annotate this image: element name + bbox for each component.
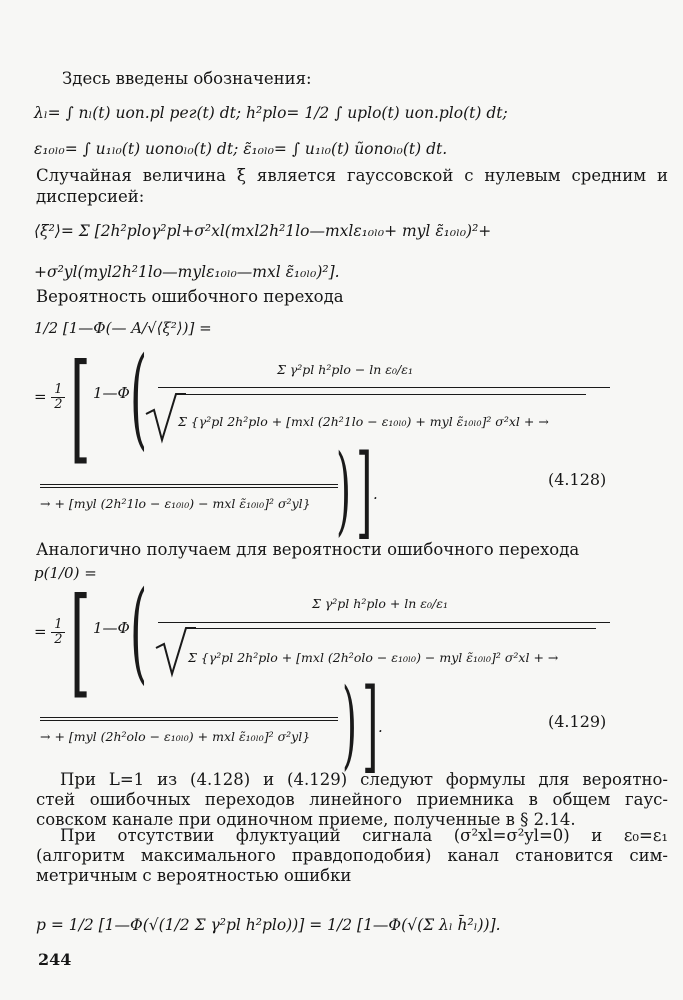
p01-main-fraction-bar [158,387,610,388]
similar-line: Аналогично получаем для вероятности ошибочного перехода [36,540,580,559]
random-variable-line-1: Случайная величина ξ является гауссовской с нулевым средним и [36,166,668,185]
intro-line: Здесь введены обозначения: [62,69,312,88]
p01-close-paren: ) [336,434,351,546]
p10-denominator-line-2: → + [myl (2h²olo − ε₁₀ₗ₀) + mxl ε̃₁₀ₗ₀]² σ²yl} [40,729,311,744]
p01-one-minus-phi: 1—Φ [93,384,130,402]
paragraph-1-line-2: стей ошибочных переходов линейного приемника в общем гаус- [36,790,668,809]
p10-open-bracket: [ [70,572,91,710]
p01-denominator-line-2: → + [myl (2h²1lo − ε₁₀ₗ₀) − mxl ε̃₁₀ₗ₀]² σ²yl} [40,496,311,511]
paragraph-2-line-3: метричным с вероятностью ошибки [36,866,352,885]
p10-radical-bar [196,628,596,629]
error-probability-heading: Вероятность ошибочного перехода [36,287,344,306]
p01-radical-bar [186,394,586,395]
page-number: 244 [38,950,72,969]
definition-lambda-h: λₗ= ∫ nₗ(t) uоп.pl рег(t) dt; h²plo= 1/2 ∫ uplo(t) uоп.plo(t) dt; [34,104,508,122]
p10-continuation-bar [40,717,338,721]
variance-formula-line-1: ⟨ξ²⟩= Σ [2h²ploγ²pl+σ²xl(mxl2h²1lo—mxlε₁₀ₗ₀+ myl ε̃₁₀ₗ₀)²+ [34,222,492,240]
p10-prefix: = $\frac{1}{2}$ [34,618,65,647]
definition-epsilon: ε₁₀ₗ₀= ∫ u₁ₗ₀(t) uопоₗ₀(t) dt; ε̃₁₀ₗ₀= ∫ u₁ₗ₀(t) ũопоₗ₀(t) dt. [34,140,448,158]
p01-denominator-line-1: Σ {γ²pl 2h²plo + [mxl (2h²1lo − ε₁₀ₗ₀) + myl ε̃₁₀ₗ₀]² σ²xl + → [178,414,549,429]
p01-short-formula: 1/2 [1—Φ(— A/√⟨ξ²⟩)] = [34,319,212,337]
p10-numerator: Σ γ²pl h²plo + ln ε₀/ε₁ [312,596,448,611]
equation-number-4-129: (4.129) [548,712,607,731]
p10-close-bracket: ] [362,667,379,784]
paragraph-2-line-1: При отсутствии флуктуаций сигнала (σ²xl=σ²yl=0) и ε₀=ε₁ [60,826,668,845]
p10-denominator-line-1: Σ {γ²pl 2h²plo + [mxl (2h²olo − ε₁₀ₗ₀) − myl ε̃₁₀ₗ₀]² σ²xl + → [188,650,559,665]
p01-open-bracket: [ [70,338,91,476]
p10-open-paren: ( [130,567,148,695]
paragraph-1-line-1: При L=1 из (4.128) и (4.129) следуют формулы для вероятно- [60,770,668,789]
final-error-probability-formula: p = 1/2 [1—Φ(√(1/2 Σ γ²pl h²plo))] = 1/2 [1—Φ(√(Σ λₗ h̄²ₗ))]. [36,916,501,934]
p10-period: . [378,718,383,736]
p10-close-paren: ) [342,668,357,780]
p01-prefix: = $\frac{1}{2}$ [34,383,65,412]
p10-main-fraction-bar [158,622,610,623]
paragraph-2-line-2: (алгоритм максимального правдоподобия) канал становится сим- [36,846,668,865]
p01-open-paren: ( [130,333,148,461]
equation-number-4-128: (4.128) [548,470,607,489]
p01-numerator: Σ γ²pl h²plo − ln ε₀/ε₁ [277,362,413,377]
random-variable-line-2: дисперсией: [36,187,145,206]
p10-one-minus-phi: 1—Φ [93,619,130,637]
p01-period: . [373,485,378,503]
p01-continuation-bar [40,484,338,488]
paragraph-1-line-3: совском канале при одиночном приеме, полученные в § 2.14. [36,810,576,829]
variance-formula-line-2: +σ²yl(myl2h²1lo—mylε₁₀ₗ₀—mxl ε̃₁₀ₗ₀)²]. [34,263,340,281]
p10-label: p(1/0) = [34,564,97,582]
p01-close-bracket: ] [356,433,373,550]
